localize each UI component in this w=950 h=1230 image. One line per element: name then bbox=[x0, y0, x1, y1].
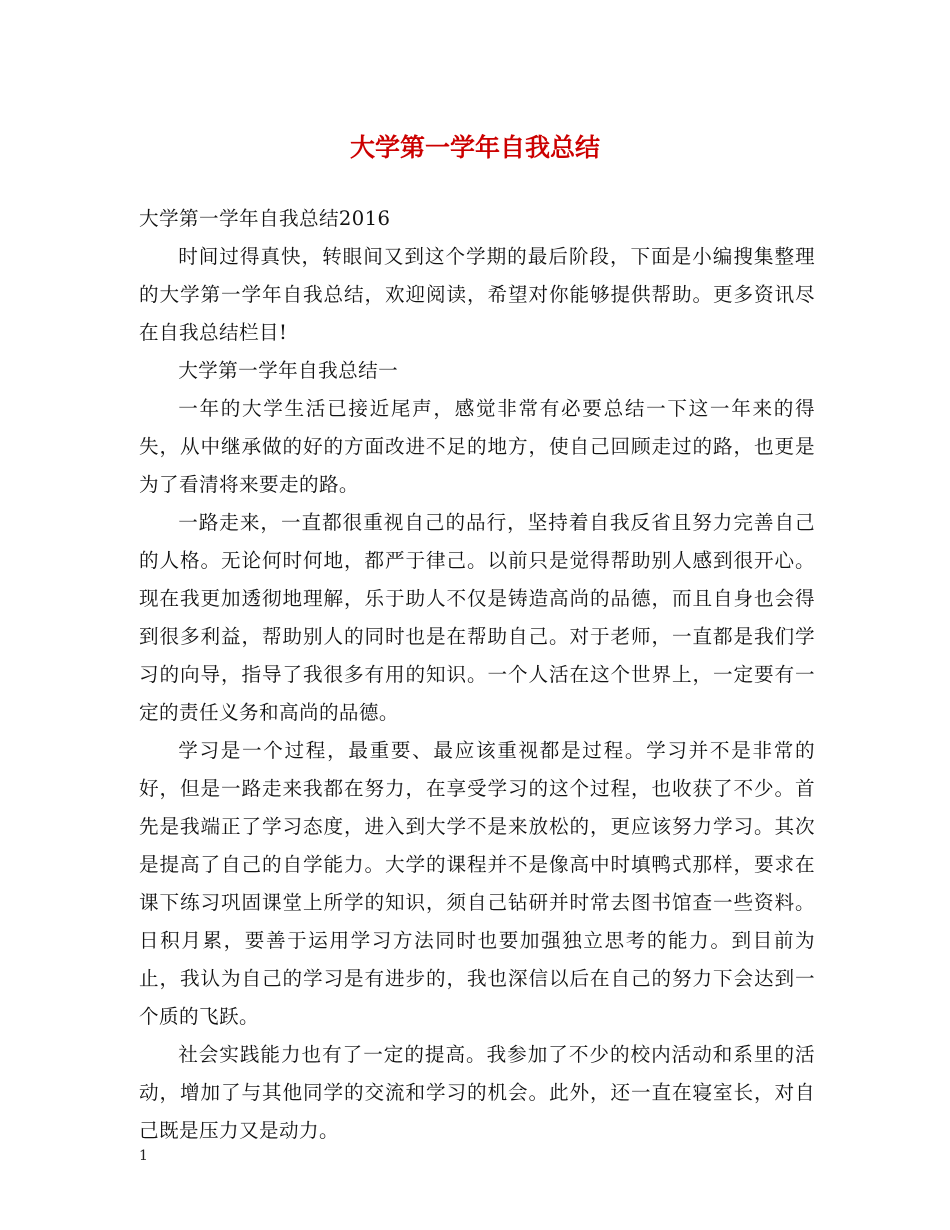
body-paragraph: 社会实践能力也有了一定的提高。我参加了不少的校内活动和系里的活动，增加了与其他同学的交流和学习的机会。此外，还一直在寝室长，对自己既是压力又是动力。 bbox=[139, 1043, 815, 1142]
document-title: 大学第一学年自我总结 bbox=[349, 133, 600, 162]
subtitle-paragraph: 大学第一学年自我总结2016 bbox=[139, 207, 391, 230]
body-paragraph: 学习是一个过程，最重要、最应该重视都是过程。学习并不是非常的好，但是一路走来我都在努力，在享受学习的这个过程，也收获了不少。首先是我端正了学习态度，进入到大学不是来放松的，更应该努力学习。其次是提高了自己的自学能力。大学的课程并不是像高中时填鸭式那样，要求在课下练习巩固课堂上所学的知识，须自己钻研并时常去图书馆查一些资料。日积月累，要善于运用学习方法同时也要加强独立思考的能力。到目前为止，我认为自己的学习是有进步的，我也深信以后在自己的努力下会达到一个质的飞跃。 bbox=[139, 739, 815, 1028]
body-paragraph: 一路走来，一直都很重视自己的品行，坚持着自我反省且努力完善自己的人格。无论何时何地，都严于律己。以前只是觉得帮助别人感到很开心。现在我更加透彻地理解，乐于助人不仅是铸造高尚的品德，而且自身也会得到很多利益，帮助别人的同时也是在帮助自己。对于老师，一直都是我们学习的向导，指导了我很多有用的知识。一个人活在这个世界上，一定要有一定的责任义务和高尚的品德。 bbox=[139, 511, 815, 724]
section-heading: 大学第一学年自我总结一 bbox=[178, 359, 399, 382]
page-number: 1 bbox=[139, 1148, 148, 1164]
intro-paragraph: 时间过得真快，转眼间又到这个学期的最后阶段，下面是小编搜集整理的大学第一学年自我总结，欢迎阅读，希望对你能够提供帮助。更多资讯尽在自我总结栏目! bbox=[139, 245, 815, 344]
body-paragraph: 一年的大学生活已接近尾声，感觉非常有必要总结一下这一年来的得失，从中继承做的好的方面改进不足的地方，使自己回顾走过的路，也更是为了看清将来要走的路。 bbox=[139, 397, 815, 496]
document-body bbox=[139, 200, 815, 1150]
